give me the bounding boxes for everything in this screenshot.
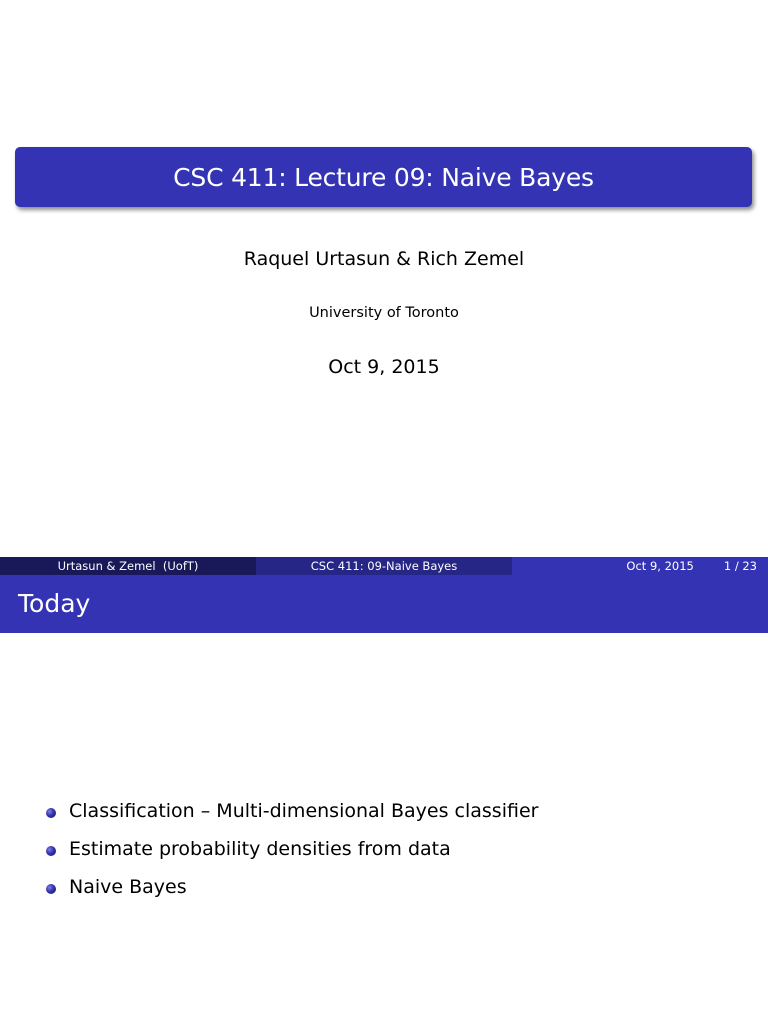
footline-short-title: CSC 411: 09-Naive Bayes bbox=[310, 559, 458, 573]
lecture-title-box bbox=[15, 147, 752, 207]
bullet-icon bbox=[46, 846, 56, 856]
list-item bbox=[0, 874, 768, 912]
bullet-text: Classification – Multi-dimensional Bayes classifier bbox=[69, 800, 539, 822]
footline-author: Urtasun & Zemel (UofT) bbox=[57, 559, 199, 573]
frame-title: Today bbox=[18, 589, 91, 618]
footline-author-section bbox=[0, 557, 256, 575]
authors: Raquel Urtasun & Rich Zemel bbox=[243, 248, 525, 270]
bullet-text: Naive Bayes bbox=[69, 876, 187, 898]
bullet-text: Estimate probability densities from data bbox=[69, 838, 451, 860]
frame-title-bar bbox=[0, 575, 768, 633]
bullet-icon bbox=[46, 884, 56, 894]
presentation-date: Oct 9, 2015 bbox=[328, 356, 440, 378]
page-number: 1 / 23 bbox=[723, 559, 757, 573]
footline-date-section bbox=[512, 557, 768, 575]
bullet-list bbox=[0, 798, 768, 912]
institute: University of Toronto bbox=[309, 305, 459, 321]
bullet-icon bbox=[46, 808, 56, 818]
footline-date: Oct 9, 2015 bbox=[626, 559, 694, 573]
lecture-title: CSC 411: Lecture 09: Naive Bayes bbox=[173, 162, 594, 192]
footline bbox=[0, 557, 768, 575]
footline-title-section bbox=[256, 557, 512, 575]
list-item bbox=[0, 836, 768, 874]
list-item bbox=[0, 798, 768, 836]
